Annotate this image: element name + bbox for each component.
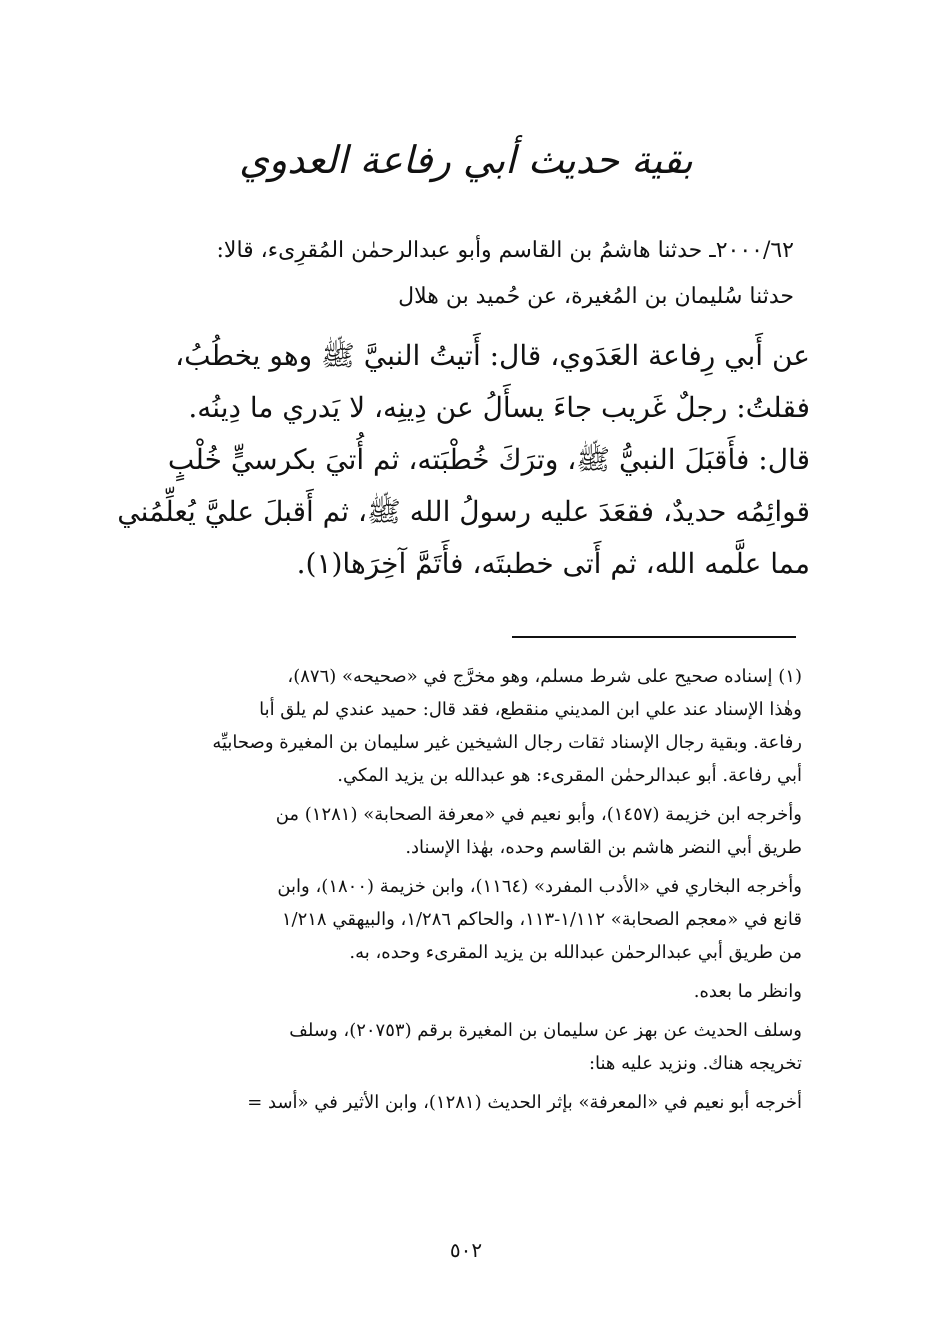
matn-line: مما علَّمه الله، ثم أَتى خطبتَه، فأَتَمَّ آخِرَها(١). (296, 547, 810, 580)
matn-line: عن أَبي رِفاعة العَدَوي، قال: أَتيتُ النبيَّ ﷺ وهو يخطُبُ، (175, 339, 810, 372)
footnote-line: وسلف الحديث عن بهز عن سليمان بن المغيرة برقم (٢٠٧٥٣)، وسلف (289, 1020, 802, 1041)
hadith-text (84, 330, 810, 590)
footnote-line: قانع في «معجم الصحابة» ١/١١٢-١١٣، والحاكم ١/٢٨٦، والبيهقي ١/٢١٨ (281, 909, 802, 930)
footnote-line: وانظر ما بعده. (693, 981, 802, 1002)
matn-line: قال: فأَقبَلَ النبيُّ ﷺ، وترَكَ خُطْبَته، ثم أُتيَ بكرسيٍّ خُلْبٍ (167, 443, 810, 476)
footnote-line: أبي رفاعة. أبو عبدالرحمٰن المقرىء: هو عبدالله بن يزيد المكي. (337, 765, 802, 786)
footnote-paragraph (96, 798, 802, 864)
footnote-line: تخريجه هناك. ونزيد عليه هنا: (588, 1053, 802, 1074)
footnote-separator (512, 636, 796, 638)
footnote-line: وأخرجه البخاري في «الأدب المفرد» (١١٦٤)، وابن خزيمة (١٨٠٠)، وابن (277, 876, 802, 897)
isnad-line: ٢٠٠٠/٦٢ـ حدثنا هاشمُ بن القاسم وأبو عبدالرحمٰن المُقرِىء، قالا: (216, 238, 794, 263)
page-number: ٥٠٢ (449, 1238, 483, 1262)
matn-line: فقلتُ: رجلٌ غَريب جاءَ يسأَلُ عن دِينِه، لا يَدري ما دِينُه. (188, 391, 810, 424)
footnote-line: (١) إسناده صحيح على شرط مسلم، وهو مخرَّج في «صحيحه» (٨٧٦)، (287, 666, 802, 687)
footnote-line: رفاعة. وبقية رجال الإسناد ثقات رجال الشيخين غير سليمان بن المغيرة وصحابيِّه (212, 732, 802, 753)
hadith-isnad (104, 228, 794, 320)
footnote-line: من طريق أبي عبدالرحمٰن عبدالله بن يزيد المقرىء وحده، به. (349, 942, 802, 963)
chapter-title: بقية حديث أبي رفاعة العدوي (239, 138, 693, 182)
footnote-line: وأخرجه ابن خزيمة (١٤٥٧)، وأبو نعيم في «معرفة الصحابة» (١٢٨١) من (275, 804, 802, 825)
footnote-paragraph (96, 1014, 802, 1080)
footnote-line: أخرجه أبو نعيم في «المعرفة» بإثر الحديث (١٢٨١)، وابن الأثير في «أسد = (247, 1092, 802, 1113)
footnote-paragraph (96, 870, 802, 969)
footnote-line: طريق أبي النضر هاشم بن القاسم وحده، بهٰذا الإسناد. (405, 837, 802, 858)
footnote-line: وهٰذا الإسناد عند علي ابن المديني منقطع، فقد قال: حميد عندي لم يلق أبا (259, 699, 802, 720)
isnad-line: حدثنا سُليمان بن المُغيرة، عن حُميد بن هلال (398, 284, 794, 309)
footnote-paragraph (96, 660, 802, 792)
matn-line: قوائِمُه حديدٌ، فقعَدَ عليه رسولُ الله ﷺ، ثم أَقبلَ عليَّ يُعلِّمُني (117, 495, 810, 528)
footnote-paragraph (96, 1086, 802, 1119)
footnotes (96, 660, 802, 1125)
footnote-paragraph (96, 975, 802, 1008)
